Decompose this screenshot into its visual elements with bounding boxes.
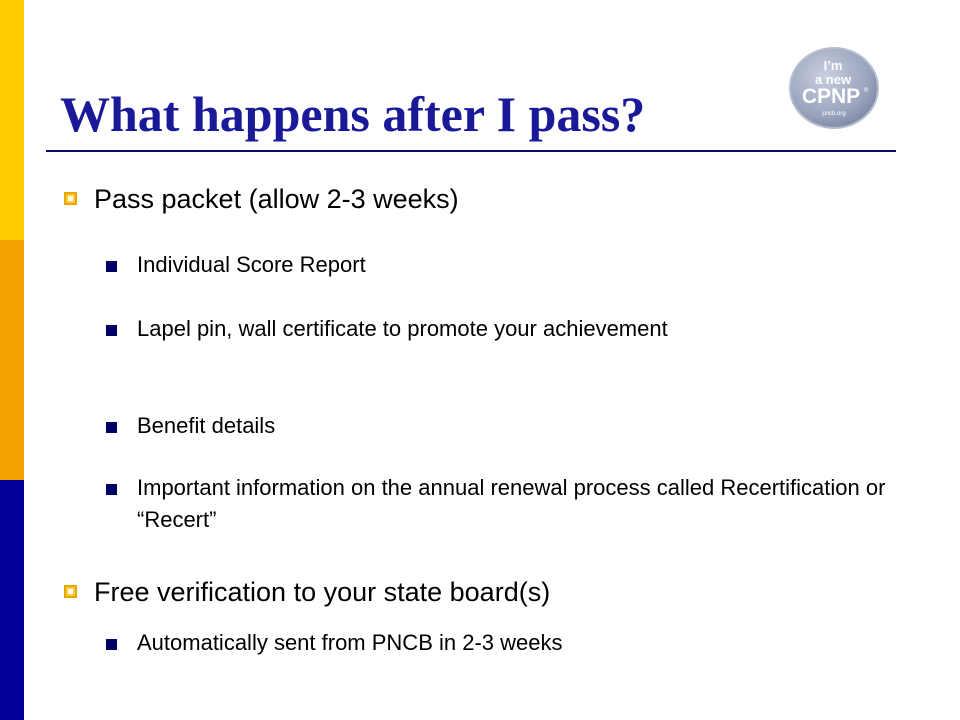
slide-title: What happens after I pass? <box>60 86 646 142</box>
logo-registered-mark: ® <box>864 88 869 94</box>
bullet-text: Free verification to your state board(s) <box>94 577 551 607</box>
hollow-square-bullet-icon <box>64 192 77 205</box>
cpnp-badge-logo <box>787 46 881 130</box>
logo-url: pncb.org <box>822 111 846 117</box>
sidebar-accent <box>0 0 24 720</box>
sidebar-yellow-segment <box>0 0 24 240</box>
subitem-text: Lapel pin, wall certificate to promote your achievement <box>137 316 668 341</box>
logo-line-1: I’m <box>823 58 843 73</box>
subitem-text: Automatically sent from PNCB in 2-3 weeks <box>137 630 563 655</box>
square-bullet-icon <box>106 484 117 495</box>
square-bullet-icon <box>106 422 117 433</box>
square-bullet-icon <box>106 325 117 336</box>
subitem-text: Individual Score Report <box>137 252 366 277</box>
square-bullet-icon <box>106 261 117 272</box>
logo-line-2: a new <box>814 72 852 87</box>
square-bullet-icon <box>106 639 117 650</box>
subitem-text: Important information on the annual renewal process called Recertification or “Recert” <box>137 475 886 532</box>
sidebar-navy-segment <box>0 480 24 720</box>
sidebar-orange-segment <box>0 240 24 480</box>
logo-line-3: CPNP <box>801 85 861 108</box>
subitem-text: Benefit details <box>137 413 276 438</box>
title-divider <box>46 150 896 152</box>
hollow-square-bullet-icon <box>64 585 77 598</box>
bullet-text: Pass packet (allow 2-3 weeks) <box>94 184 459 214</box>
